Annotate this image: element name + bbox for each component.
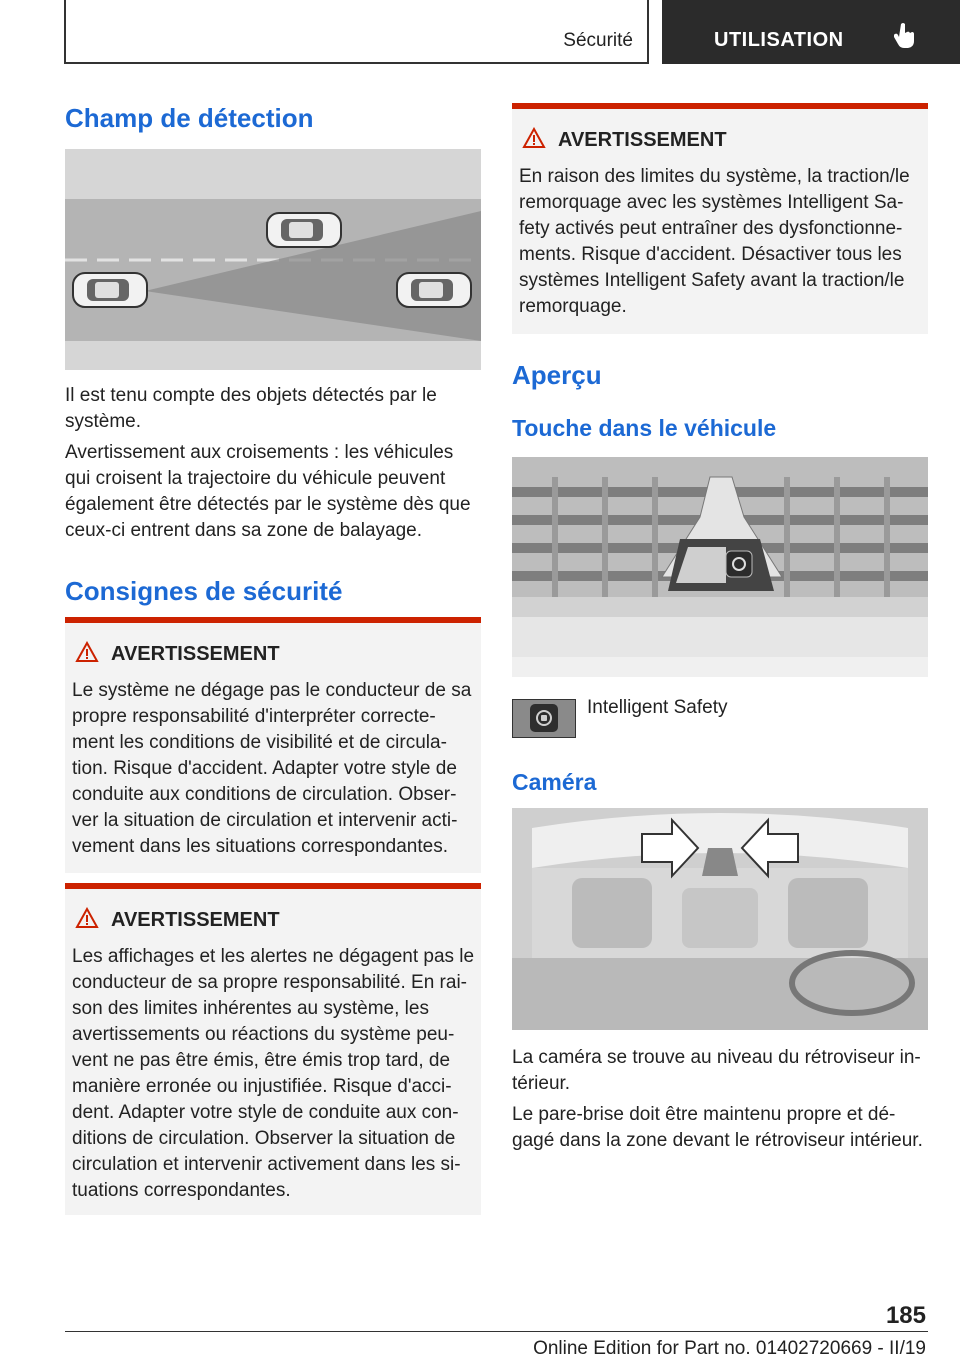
section-title-overview: Aperçu [512, 360, 602, 390]
warning-box-3 [512, 103, 928, 334]
camera-location-photo [512, 808, 928, 1030]
car-rear [73, 273, 147, 307]
hand-pointer-icon [894, 22, 916, 50]
intelligent-safety-label: Intelligent Safety [587, 697, 728, 718]
warning-triangle-icon [75, 641, 99, 663]
warning-triangle-icon [75, 907, 99, 929]
section-title-button: Touche dans le véhicule [512, 415, 777, 441]
warning-text: Les affichages et les alertes ne dégagent pas le conducteur de sa propre responsabilité. En rai-son des limites inhérentes au système, les avertissements ou réactions du système peu-vent ne pas être émis, être émis trop tard, de manière erronée ou injustifiée. Risque d'acci-dent. Adapter votre style de conduite aux con-ditions de circulation. Observer la situation de circulation et intervenir activement dans les si-tuations correspondantes. [72, 946, 475, 1201]
warning-text: En raison des limites du système, la traction/le remorquage avec les systèmes Intelligent Sa-fety activés peut entraîner des dysfonctionne-ments. Risque d'accident. Désactiver tous les systèmes Intelligent Safety avant la traction/le remorquage. [519, 166, 910, 317]
warning-label: AVERTISSEMENT [558, 129, 727, 151]
page-number: 185 [885, 1302, 926, 1329]
header-chapter-title: UTILISATION [714, 29, 844, 51]
warning-triangle-icon [522, 127, 546, 149]
paragraph-camera-2: Le pare-brise doit être maintenu propre et dé-gagé dans la zone devant le rétroviseur intérieur. [512, 1104, 923, 1151]
section-title-safety: Consignes de sécurité [65, 576, 343, 606]
warning-box-1 [65, 617, 481, 873]
paragraph-camera-1: La caméra se trouve au niveau du rétroviseur in-térieur. [512, 1047, 921, 1094]
warning-label: AVERTISSEMENT [111, 909, 280, 931]
section-title-detection: Champ de détection [65, 103, 314, 133]
header-section-box [64, 0, 649, 64]
car-front [397, 273, 471, 307]
footer-edition: Online Edition for Part no. 01402720669 - II/19 [533, 1338, 926, 1359]
footer-divider [65, 1331, 928, 1332]
paragraph-detection-2: Avertissement aux croisements : les véhicules qui croisent la trajectoire du véhicule peuvent également être détectés par le système dès que ceux-ci entrent dans sa zone de balayage. [65, 442, 471, 541]
car-crossing [267, 213, 341, 247]
header-chapter-box [662, 0, 960, 64]
vehicle-button-photo [512, 457, 928, 677]
detection-field-illustration [65, 149, 481, 370]
intelligent-safety-button-icon [512, 699, 576, 738]
warning-box-2 [65, 883, 481, 1215]
section-title-camera: Caméra [512, 769, 597, 795]
paragraph-detection-1: Il est tenu compte des objets détectés par le système. [65, 385, 437, 432]
warning-text: Le système ne dégage pas le conducteur de sa propre responsabilité d'interpréter correcte-ment les conditions de visibilité et de circula-tion. Risque d'accident. Adapter votre style de conduite aux conditions de circulation. Obser-ver la situation de circulation et intervenir acti-vement dans les situations correspondantes. [72, 680, 472, 857]
header-section-title: Sécurité [563, 30, 633, 51]
warning-label: AVERTISSEMENT [111, 643, 280, 665]
